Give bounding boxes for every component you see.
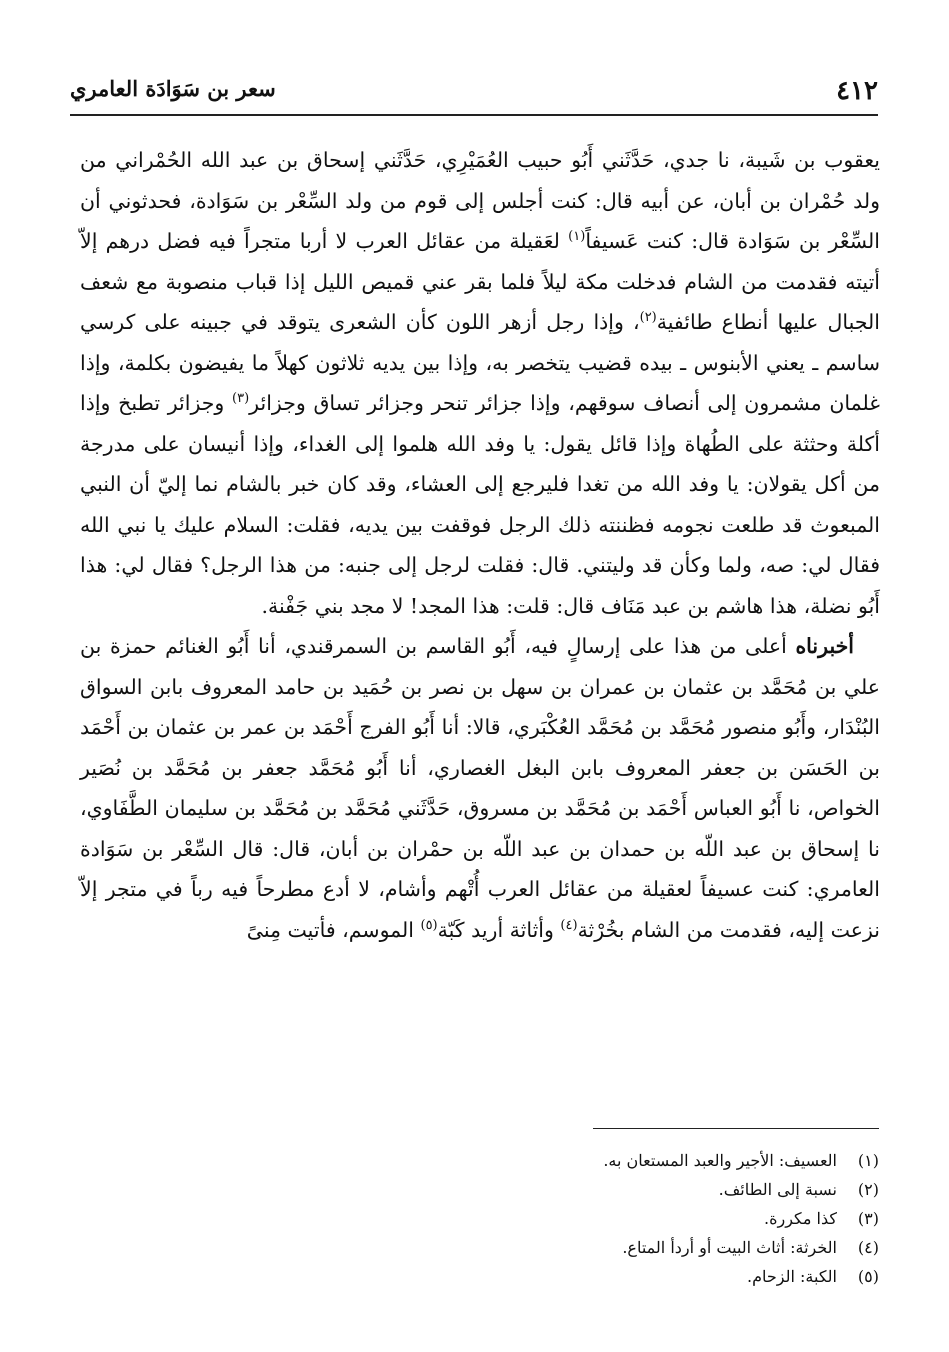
footnote-ref-4: (٤): [560, 917, 578, 933]
paragraph-1: [80, 140, 880, 626]
footnote-1: [279, 1146, 879, 1175]
paragraph-1-text: ، وإذا رجل أزهر اللون كأن الشعرى يتوقد في جبينه على كرسي ساسم ـ يعني الأبنوس ـ بيده قضيب يتخصر به، وإذا بين يديه ثلاثون كهلاً ما يفيضون بكلمة، وإذا غلمان مشمرون إلى أنصاف سوقهم، وإذا جزائر تنحر وجزائر تساق وجزائر: [80, 310, 880, 415]
paragraph-1-text: لعَقيلة من عقائل العرب لا أربا متجراً فيه فضل درهم إلاّ أتيته فقدمت من الشام فدخلت مكة ليلاً فلما بقر عني قميص الليل إذا قباب منصوبة مع شعف الجبال عليها أنطاع طائفية: [80, 229, 881, 334]
footnote-text: الخرثة: أثاث البيت أو أردأ المتاع.: [622, 1238, 837, 1257]
paragraph-2-text: الموسم، فأتيت مِنىً: [246, 917, 421, 942]
footnotes: [279, 1146, 879, 1291]
paragraph-2: [80, 626, 880, 950]
footnote-text: العسيف: الأجير والعبد المستعان به.: [603, 1151, 837, 1170]
paragraph-2-lead-word: أخبرناه: [795, 634, 854, 658]
footnote-separator: [593, 1128, 879, 1129]
running-title: سعر بن سَوَادَة العامري: [70, 76, 276, 101]
paragraph-2-text: أعلى من هذا على إرسالٍ فيه، أَبُو القاسم بن السمرقندي، أنا أَبُو الغنائم حمزة بن علي بن مُحَمَّد بن عثمان بن عمران بن سهل بن نصر بن حُمَيد بن حامد المعروف بابن السواق البُنْدَار، وأَبُو منصور مُحَمَّد بن مُحَمَّد العُكْبَري، قالا: أنا أَبُو الفرج أَحْمَد بن عمر بن عثمان بن أَحْمَد بن الحَسَن بن جعفر المعروف بابن البغل الغصاري، أنا أَبُو مُحَمَّد جعفر بن مُحَمَّد بن نُصَير الخواص، نا أَبُو العباس أَحْمَد بن مُحَمَّد بن مسروق، حَدَّثَني مُحَمَّد بن مُحَمَّد بن سليمان الطَّفَاوي، نا إسحاق بن عبد اللّه بن حمدان بن عبد اللّه بن حمْران بن أبان، قال: قال السِّعْر بن سَوَادة العامري: كنت عسيفاً لعقيلة من عقائل العرب أُتْهم وأشام، لا أدع مطرحاً فيه رباً في متجر إلاّ نزعت إليه، فقدمت من الشام بخُرْثة: [80, 634, 880, 942]
footnote-ref-5: (٥): [420, 917, 438, 933]
footnote-5: [279, 1262, 879, 1291]
footnote-2: [279, 1175, 879, 1204]
paragraph-1-text: يعقوب بن شَيبة، نا جدي، حَدَّثَني أَبُو حبيب العُمَيْرِي، حَدَّثَني إسحاق بن عبد الله الحُمْراني من ولد حُمْران بن أبان، عن أبيه قال: كنت أجلس إلى قوم من ولد السِّعْر بن سَوَادة، فحدثوني أن السِّعْر بن سَوَادة قال: كنت عَسيفاً: [80, 148, 880, 253]
paragraph-2-text: وأثاثة أريد كَبّة: [437, 917, 561, 942]
footnote-ref-2: (٢): [639, 310, 657, 326]
footnote-text: نسبة إلى الطائف.: [718, 1180, 837, 1199]
footnote-number: (٢): [857, 1180, 879, 1199]
footnote-4: [279, 1233, 879, 1262]
page-number: ٤١٢: [836, 76, 878, 106]
paragraph-1-text: وجزائر تطبخ وإذا أكلة وحثثة على الطُهاة وإذا قائل يقول: يا وفد الله هلموا إلى الغداء، وإذا أنيسان على مدرجة من أكل يقولان: يا وفد الله من تغدا فليرجع إلى العشاء، وقد كان خبر بالشام نما إليّ أن النبي المبعوث قد طلعت نجومه فظننته ذلك الرجل فوقفت بين يديه، فقلت: السلام عليك يا نبي الله فقال لي: صه، ولما وكأن قد وليتني. قال: فقلت لرجل إلى جنبه: من هذا الرجل؟ فقال لي: هذا أَبُو نضلة، هذا هاشم بن عبد مَنَاف قال: قلت: هذا المجد! لا مجد بني جَفْنة.: [80, 391, 880, 618]
footnote-ref-3: (٣): [232, 391, 250, 407]
header-rule: [70, 114, 878, 116]
footnote-number: (٥): [857, 1267, 879, 1286]
footnote-number: (٤): [857, 1238, 879, 1257]
footnote-text: الكبة: الزحام.: [747, 1267, 837, 1286]
footnote-number: (١): [857, 1151, 879, 1170]
main-text: [80, 140, 880, 950]
footnote-ref-1: (١): [568, 229, 586, 245]
footnote-number: (٣): [857, 1209, 879, 1228]
footnote-text: كذا مكررة.: [764, 1209, 837, 1228]
footnote-3: [279, 1204, 879, 1233]
page-header: [70, 70, 878, 114]
